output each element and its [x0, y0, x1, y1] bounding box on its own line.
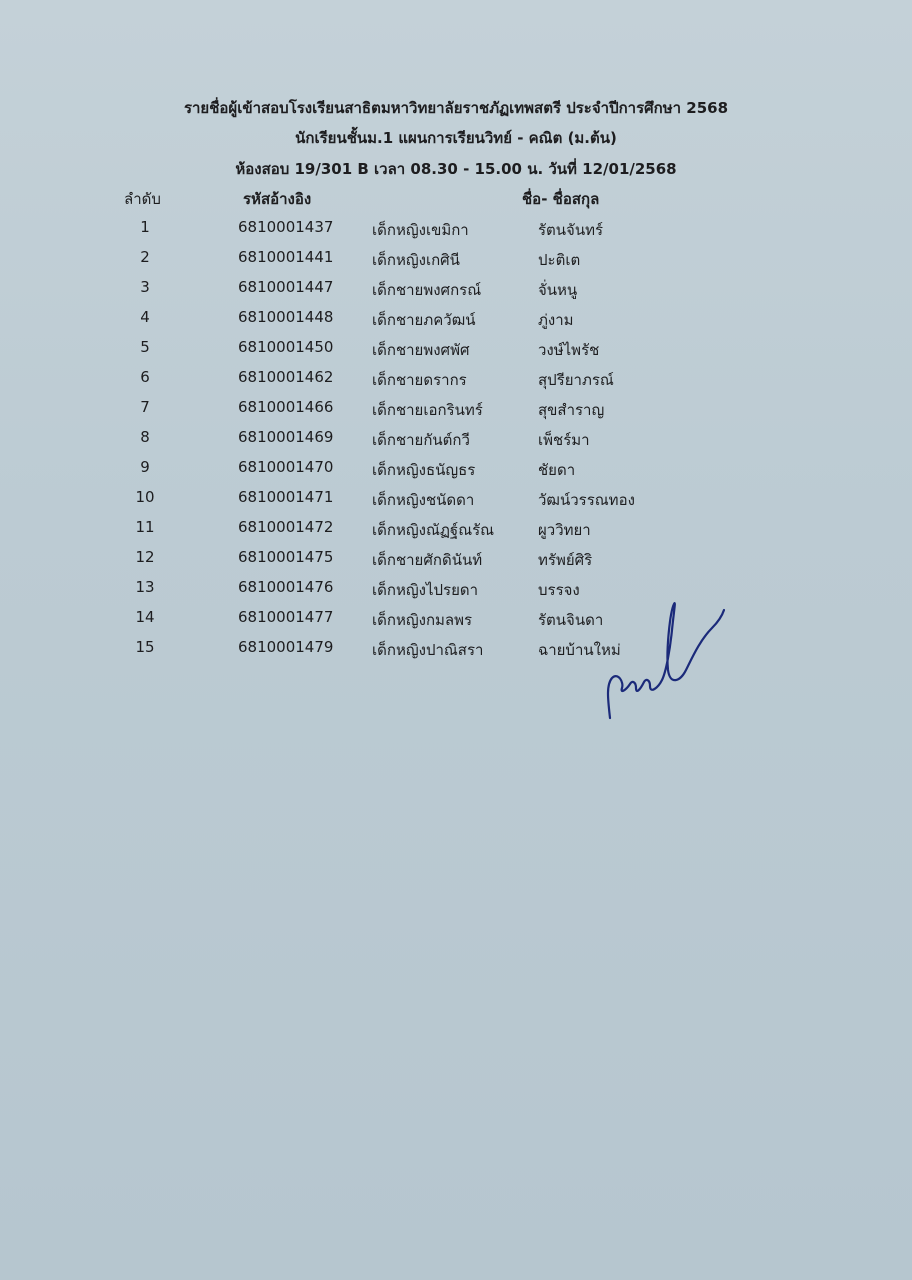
- row-last-name: ฉายบ้านใหม่: [538, 641, 621, 659]
- row-first-name: เด็กหญิงกมลพร: [372, 611, 473, 629]
- row-last-name: เพ็ชร์มา: [538, 431, 590, 449]
- row-ref-id: 6810001469: [238, 428, 334, 446]
- row-first-name: เด็กชายพงศพัศ: [372, 341, 470, 359]
- row-number: 13: [135, 578, 155, 596]
- table-row: [0, 248, 912, 278]
- row-number: 10: [135, 488, 155, 506]
- row-ref-id: 6810001462: [238, 368, 334, 386]
- table-row: [0, 638, 912, 668]
- row-first-name: เด็กชายศักดินันท์: [372, 551, 483, 569]
- table-row: [0, 428, 912, 458]
- row-first-name: เด็กชายเอกรินทร์: [372, 401, 483, 419]
- row-number: 8: [140, 428, 150, 446]
- row-last-name: ภู่งาม: [538, 311, 574, 329]
- exam-room-info: ห้องสอบ 19/301 B เวลา 08.30 - 15.00 น. วันที่ 12/01/2568: [235, 160, 677, 178]
- table-row: [0, 458, 912, 488]
- table-row: [0, 488, 912, 518]
- row-last-name: บรรจง: [538, 581, 580, 599]
- row-last-name: สุปรียาภรณ์: [538, 371, 614, 389]
- row-number: 11: [135, 518, 155, 536]
- row-first-name: เด็กชายพงศกรณ์: [372, 281, 482, 299]
- row-number: 15: [135, 638, 155, 656]
- row-number: 4: [140, 308, 150, 326]
- row-last-name: จั่นหนู: [538, 281, 578, 299]
- column-header-name: ชื่อ- ชื่อสกุล: [522, 190, 600, 208]
- table-row: [0, 608, 912, 638]
- table-row: [0, 218, 912, 248]
- row-ref-id: 6810001476: [238, 578, 334, 596]
- table-row: [0, 548, 912, 578]
- row-number: 14: [135, 608, 155, 626]
- row-ref-id: 6810001450: [238, 338, 334, 356]
- row-first-name: เด็กหญิงเกศินี: [372, 251, 460, 269]
- table-row: [0, 368, 912, 398]
- row-ref-id: 6810001471: [238, 488, 334, 506]
- row-first-name: เด็กหญิงธนัญธร: [372, 461, 476, 479]
- table-row: [0, 578, 912, 608]
- row-last-name: ปะติเต: [538, 251, 581, 269]
- document-title: รายชื่อผู้เข้าสอบโรงเรียนสาธิตมหาวิทยาลัยราชภัฏเทพสตรี ประจำปีการศึกษา 2568: [183, 99, 729, 117]
- row-last-name: วงษ์ไพรัช: [538, 341, 600, 359]
- row-last-name: รัตนจันทร์: [538, 221, 604, 239]
- row-ref-id: 6810001466: [238, 398, 334, 416]
- row-first-name: เด็กหญิงไปรยดา: [372, 581, 479, 599]
- row-number: 12: [135, 548, 155, 566]
- row-ref-id: 6810001437: [238, 218, 334, 236]
- column-header-ref-id: รหัสอ้างอิง: [243, 190, 312, 208]
- row-ref-id: 6810001479: [238, 638, 334, 656]
- row-ref-id: 6810001447: [238, 278, 334, 296]
- row-number: 7: [140, 398, 150, 416]
- row-number: 2: [140, 248, 150, 266]
- row-first-name: เด็กหญิงชนัดดา: [372, 491, 475, 509]
- table-row: [0, 518, 912, 548]
- table-row: [0, 338, 912, 368]
- column-header-order: ลำดับ: [124, 190, 161, 208]
- row-number: 5: [140, 338, 150, 356]
- row-first-name: เด็กหญิงเขมิกา: [372, 221, 469, 239]
- row-first-name: เด็กชายภควัฒน์: [372, 311, 476, 329]
- row-first-name: เด็กหญิงปาณิสรา: [372, 641, 484, 659]
- row-first-name: เด็กชายดรากร: [372, 371, 467, 389]
- row-last-name: รัตนจินดา: [538, 611, 604, 629]
- row-number: 6: [140, 368, 150, 386]
- table-row: [0, 278, 912, 308]
- row-ref-id: 6810001470: [238, 458, 334, 476]
- table-row: [0, 398, 912, 428]
- row-ref-id: 6810001475: [238, 548, 334, 566]
- row-first-name: เด็กหญิงณัฏฐ์ณรัณ: [372, 521, 495, 539]
- table-row: [0, 308, 912, 338]
- row-last-name: วัฒน์วรรณทอง: [538, 491, 635, 509]
- row-last-name: ผูววิทยา: [538, 521, 591, 539]
- row-ref-id: 6810001448: [238, 308, 334, 326]
- row-ref-id: 6810001477: [238, 608, 334, 626]
- document-subtitle: นักเรียนชั้นม.1 แผนการเรียนวิทย์ - คณิต (ม.ต้น): [295, 129, 617, 147]
- row-last-name: ทรัพย์ศิริ: [538, 551, 593, 569]
- row-number: 9: [140, 458, 150, 476]
- signature: [600, 590, 725, 725]
- row-ref-id: 6810001472: [238, 518, 334, 536]
- row-number: 1: [140, 218, 150, 236]
- row-last-name: ชัยดา: [538, 461, 576, 479]
- row-number: 3: [140, 278, 150, 296]
- row-first-name: เด็กชายกันต์กวี: [372, 431, 470, 449]
- row-last-name: สุขสำราญ: [538, 401, 605, 419]
- row-ref-id: 6810001441: [238, 248, 334, 266]
